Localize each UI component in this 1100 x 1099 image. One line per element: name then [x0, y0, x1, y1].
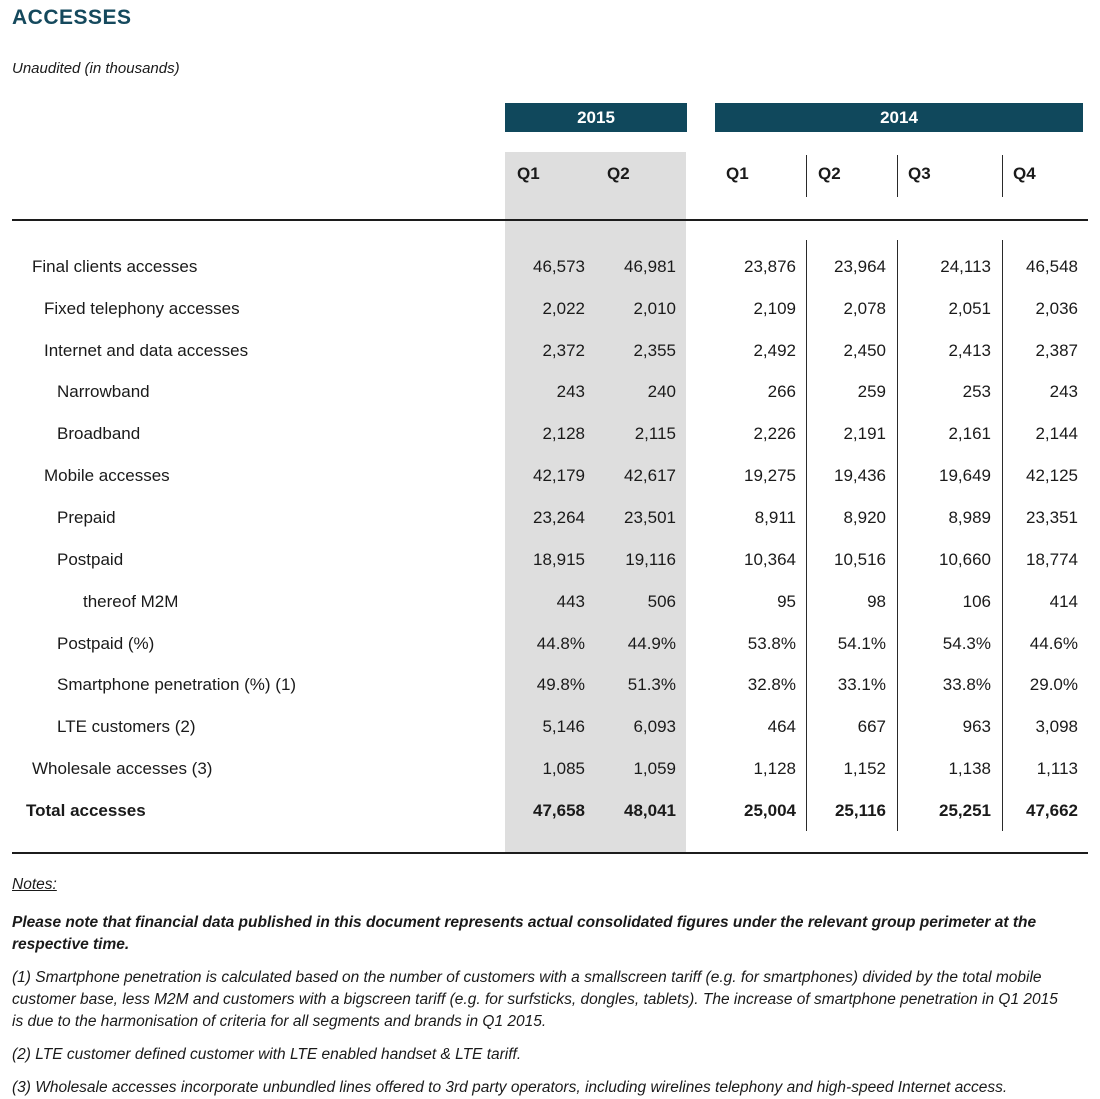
table-row [12, 330, 1088, 372]
value-cell: 18,774 [1026, 549, 1078, 569]
value-cell: 1,113 [1036, 759, 1078, 779]
row-label: Internet and data accesses [44, 340, 249, 360]
value-cell: 2,022 [542, 298, 585, 318]
value-cell: 243 [1049, 382, 1078, 402]
value-cell: 8,911 [754, 507, 796, 527]
value-cell: 42,125 [1026, 466, 1078, 486]
row-label: Mobile accesses [44, 466, 170, 486]
table-top-rule [12, 219, 1088, 221]
value-cell: 25,004 [744, 800, 796, 820]
header-column-divider [1002, 155, 1003, 197]
note-item-2: (2) LTE customer defined customer with LTE enabled handset & LTE tariff. [12, 1046, 522, 1063]
value-cell: 25,116 [834, 800, 886, 820]
quarter-header-row [12, 152, 1088, 195]
col-header-2014-q1: Q1 [726, 163, 749, 183]
row-label: Wholesale accesses (3) [32, 759, 213, 779]
value-cell: 44.8% [536, 633, 585, 653]
note-item-1: (1) Smartphone penetration is calculated based on the number of customers with a smallscreen tariff (e.g. for smartphones) divided by the total mobile customer base, less M2M and customers with a bigscreen tariff (e.g. for surfsticks, dongles, tablets). The increase of smartphone penetration in Q1 2015 is due to the harmonisation of criteria for all segments and brands in Q1 2015. [12, 969, 1058, 1030]
value-cell: 2,051 [948, 298, 991, 318]
value-cell: 10,516 [834, 549, 886, 569]
row-label: Fixed telephony accesses [44, 298, 240, 318]
note-item-3: (3) Wholesale accesses incorporate unbundled lines offered to 3rd party operators, including wirelines telephony and high-speed Internet access. [12, 1079, 1008, 1096]
row-label: LTE customers (2) [57, 717, 196, 737]
value-cell: 23,351 [1026, 507, 1078, 527]
value-cell: 23,264 [533, 507, 585, 527]
value-cell: 44.6% [1029, 633, 1078, 653]
row-label: Final clients accesses [32, 256, 198, 276]
page-title: ACCESSES [12, 6, 132, 29]
table-row [12, 455, 1088, 497]
table-bottom-rule [12, 852, 1088, 854]
value-cell: 2,078 [843, 298, 886, 318]
table-row [12, 790, 1088, 832]
year-band-2015: 2015 [505, 103, 687, 132]
row-label: Total accesses [26, 800, 146, 820]
header-column-divider [897, 155, 898, 197]
table-row [12, 623, 1088, 665]
notes-section [12, 874, 1060, 1099]
value-cell: 1,085 [542, 759, 585, 779]
table-row [12, 497, 1088, 539]
value-cell: 667 [857, 717, 886, 737]
value-cell: 48,041 [624, 800, 676, 820]
value-cell: 6,093 [633, 717, 676, 737]
value-cell: 443 [556, 591, 585, 611]
value-cell: 2,191 [843, 424, 886, 444]
value-cell: 464 [767, 717, 796, 737]
value-cell: 23,501 [624, 507, 676, 527]
value-cell: 1,059 [633, 759, 676, 779]
value-cell: 8,920 [843, 507, 886, 527]
col-header-2014-q3: Q3 [908, 163, 931, 183]
value-cell: 506 [647, 591, 676, 611]
value-cell: 95 [777, 591, 796, 611]
value-cell: 3,098 [1035, 717, 1078, 737]
value-cell: 33.8% [942, 675, 991, 695]
value-cell: 2,492 [753, 340, 796, 360]
page-subtitle: Unaudited (in thousands) [12, 60, 180, 77]
value-cell: 46,573 [533, 256, 585, 276]
value-cell: 1,138 [948, 759, 991, 779]
value-cell: 32.8% [747, 675, 796, 695]
row-label: Postpaid (%) [57, 633, 155, 653]
value-cell: 8,989 [948, 507, 991, 527]
value-cell: 253 [962, 382, 991, 402]
value-cell: 2,161 [948, 424, 991, 444]
table-row [12, 748, 1088, 790]
value-cell: 54.1% [837, 633, 886, 653]
value-cell: 2,387 [1035, 340, 1078, 360]
col-header-2014-q4: Q4 [1013, 163, 1036, 183]
value-cell: 25,251 [939, 800, 991, 820]
value-cell: 47,658 [533, 800, 585, 820]
value-cell: 2,109 [753, 298, 796, 318]
value-cell: 23,964 [834, 256, 886, 276]
value-cell: 24,113 [940, 256, 991, 276]
col-header-2014-q2: Q2 [818, 163, 841, 183]
value-cell: 19,116 [625, 549, 676, 569]
col-header-2015-q2: Q2 [607, 163, 630, 183]
value-cell: 18,915 [533, 549, 585, 569]
notes-disclaimer: Please note that financial data published in this document represents actual consolidated figures under the relevant group perimeter at the respective time. [12, 914, 1037, 953]
value-cell: 2,115 [634, 424, 676, 444]
value-cell: 963 [962, 717, 991, 737]
value-cell: 49.8% [536, 675, 585, 695]
table-row [12, 413, 1088, 455]
value-cell: 10,364 [744, 549, 796, 569]
table-body [12, 246, 1088, 832]
value-cell: 2,355 [633, 340, 676, 360]
value-cell: 2,450 [843, 340, 886, 360]
value-cell: 2,144 [1035, 424, 1078, 444]
value-cell: 1,128 [753, 759, 796, 779]
value-cell: 44.9% [627, 633, 676, 653]
value-cell: 51.3% [627, 675, 676, 695]
value-cell: 5,146 [542, 717, 585, 737]
value-cell: 10,660 [939, 549, 991, 569]
row-label: Prepaid [57, 507, 116, 527]
table-row [12, 581, 1088, 623]
table-row [12, 539, 1088, 581]
value-cell: 23,876 [744, 256, 796, 276]
value-cell: 2,010 [633, 298, 676, 318]
value-cell: 2,128 [542, 424, 585, 444]
value-cell: 46,981 [624, 256, 676, 276]
value-cell: 46,548 [1026, 256, 1078, 276]
value-cell: 19,275 [744, 466, 796, 486]
value-cell: 243 [556, 382, 585, 402]
value-cell: 42,617 [624, 466, 676, 486]
value-cell: 266 [767, 382, 796, 402]
value-cell: 98 [867, 591, 886, 611]
value-cell: 1,152 [843, 759, 886, 779]
value-cell: 19,649 [939, 466, 991, 486]
row-label: Smartphone penetration (%) (1) [57, 675, 297, 695]
table-row [12, 288, 1088, 330]
value-cell: 2,372 [542, 340, 585, 360]
table-row [12, 372, 1088, 414]
value-cell: 42,179 [533, 466, 585, 486]
value-cell: 29.0% [1029, 675, 1078, 695]
value-cell: 2,036 [1035, 298, 1078, 318]
value-cell: 2,226 [753, 424, 796, 444]
col-header-2015-q1: Q1 [517, 163, 540, 183]
value-cell: 33.1% [837, 675, 886, 695]
value-cell: 19,436 [834, 466, 886, 486]
value-cell: 54.3% [942, 633, 991, 653]
year-band-2014: 2014 [715, 103, 1083, 132]
table-row [12, 664, 1088, 706]
value-cell: 414 [1049, 591, 1078, 611]
value-cell: 106 [962, 591, 991, 611]
table-row [12, 246, 1088, 288]
table-row [12, 706, 1088, 748]
value-cell: 53.8% [747, 633, 796, 653]
row-label: Postpaid [57, 549, 124, 569]
row-label: Broadband [57, 424, 141, 444]
value-cell: 47,662 [1026, 800, 1078, 820]
header-column-divider [806, 155, 807, 197]
row-label: Narrowband [57, 382, 150, 402]
value-cell: 2,413 [948, 340, 991, 360]
row-label: thereof M2M [83, 591, 179, 611]
notes-heading: Notes: [12, 876, 57, 893]
value-cell: 240 [647, 382, 676, 402]
value-cell: 259 [857, 382, 886, 402]
